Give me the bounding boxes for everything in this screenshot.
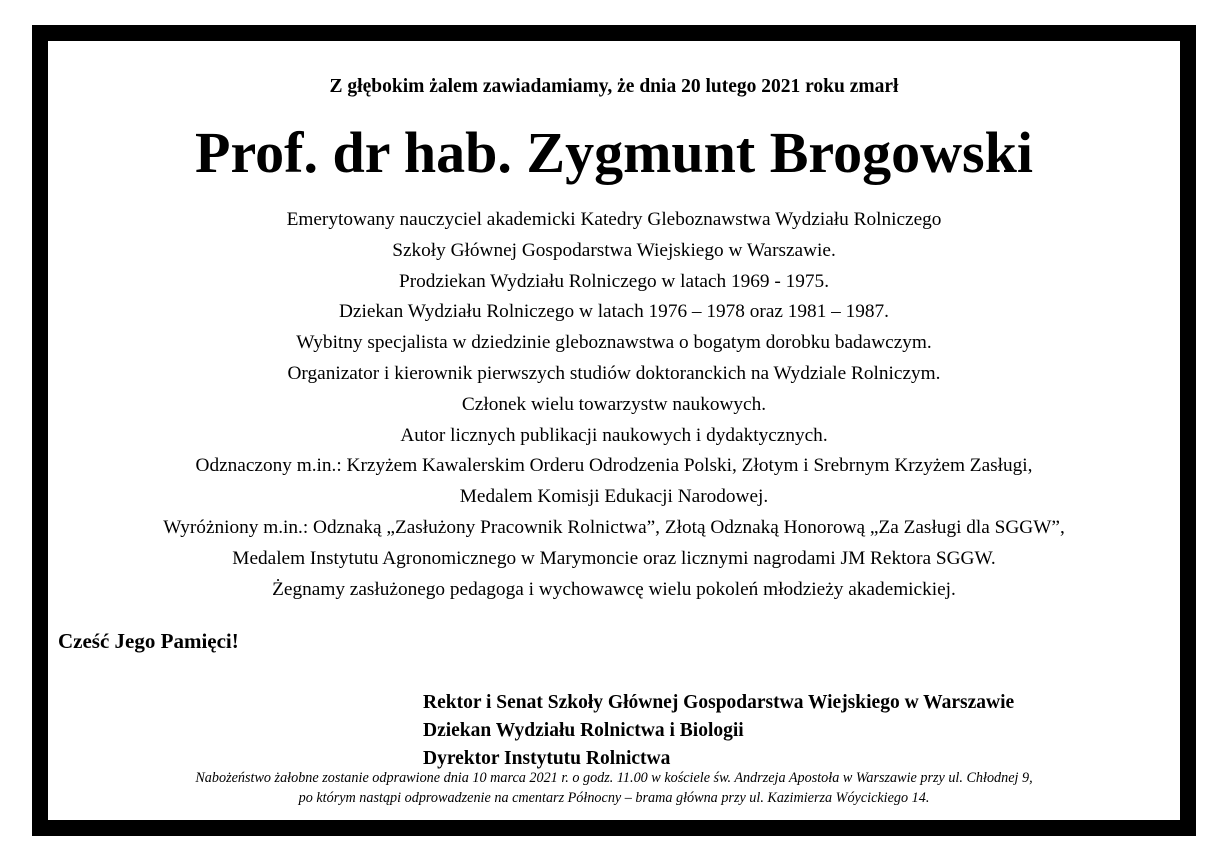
signatory-line: Rektor i Senat Szkoły Głównej Gospodarstwa Wiejskiego w Warszawie <box>423 692 1015 713</box>
deceased-name: Prof. dr hab. Zygmunt Brogowski <box>195 120 1033 185</box>
biography <box>48 205 1180 605</box>
funeral-notice <box>48 768 1180 808</box>
announcement-text: Z głębokim żalem zawiadamiamy, że dnia 20 lutego 2021 roku zmarł <box>329 76 899 97</box>
biography-line: Dziekan Wydziału Rolniczego w latach 1976 – 1978 oraz 1981 – 1987. <box>339 301 889 323</box>
signatory-line: Dyrektor Instytutu Rolnictwa <box>423 748 671 769</box>
biography-line: Wybitny specjalista w dziedzinie gleboznawstwa o bogatym dorobku badawczym. <box>296 332 932 354</box>
biography-line: Członek wielu towarzystw naukowych. <box>461 393 767 415</box>
biography-line: Odznaczony m.in.: Krzyżem Kawalerskim Orderu Odrodzenia Polski, Złotym i Srebrnym Krzyżem Zasługi, <box>195 455 1033 477</box>
signatories <box>423 689 1014 773</box>
biography-line: Prodziekan Wydziału Rolniczego w latach 1969 - 1975. <box>398 270 830 292</box>
biography-line: Autor licznych publikacji naukowych i dydaktycznych. <box>400 424 828 446</box>
funeral-notice-line: po którym nastąpi odprowadzenie na cmentarz Północny – brama główna przy ul. Kazimierza Wóycickiego 14. <box>298 790 930 806</box>
funeral-notice-line: Nabożeństwo żałobne zostanie odprawione dnia 10 marca 2021 r. o godz. 11.00 w kościele św. Andrzeja Apostoła w Warszawie przy ul. Chłodnej 9, <box>195 770 1033 786</box>
biography-line: Wyróżniony m.in.: Odznaką „Zasłużony Pracownik Rolnictwa”, Złotą Odznaką Honorową „Za Zasługi dla SGGW”, <box>163 516 1065 538</box>
biography-line: Medalem Instytutu Agronomicznego w Marymoncie oraz licznymi nagrodami JM Rektora SGGW. <box>232 547 996 569</box>
honor-line: Cześć Jego Pamięci! <box>58 629 239 653</box>
biography-line: Medalem Komisji Edukacji Narodowej. <box>459 486 769 508</box>
obituary-frame <box>32 25 1196 836</box>
biography-line: Organizator i kierownik pierwszych studiów doktoranckich na Wydziale Rolniczym. <box>287 362 941 384</box>
biography-line: Szkoły Głównej Gospodarstwa Wiejskiego w Warszawie. <box>392 239 836 261</box>
biography-line: Emerytowany nauczyciel akademicki Katedry Gleboznawstwa Wydziału Rolniczego <box>286 209 942 230</box>
biography-line: Żegnamy zasłużonego pedagoga i wychowawcę wielu pokoleń młodzieży akademickiej. <box>272 578 956 600</box>
signatory-line: Dziekan Wydziału Rolnictwa i Biologii <box>423 720 744 741</box>
